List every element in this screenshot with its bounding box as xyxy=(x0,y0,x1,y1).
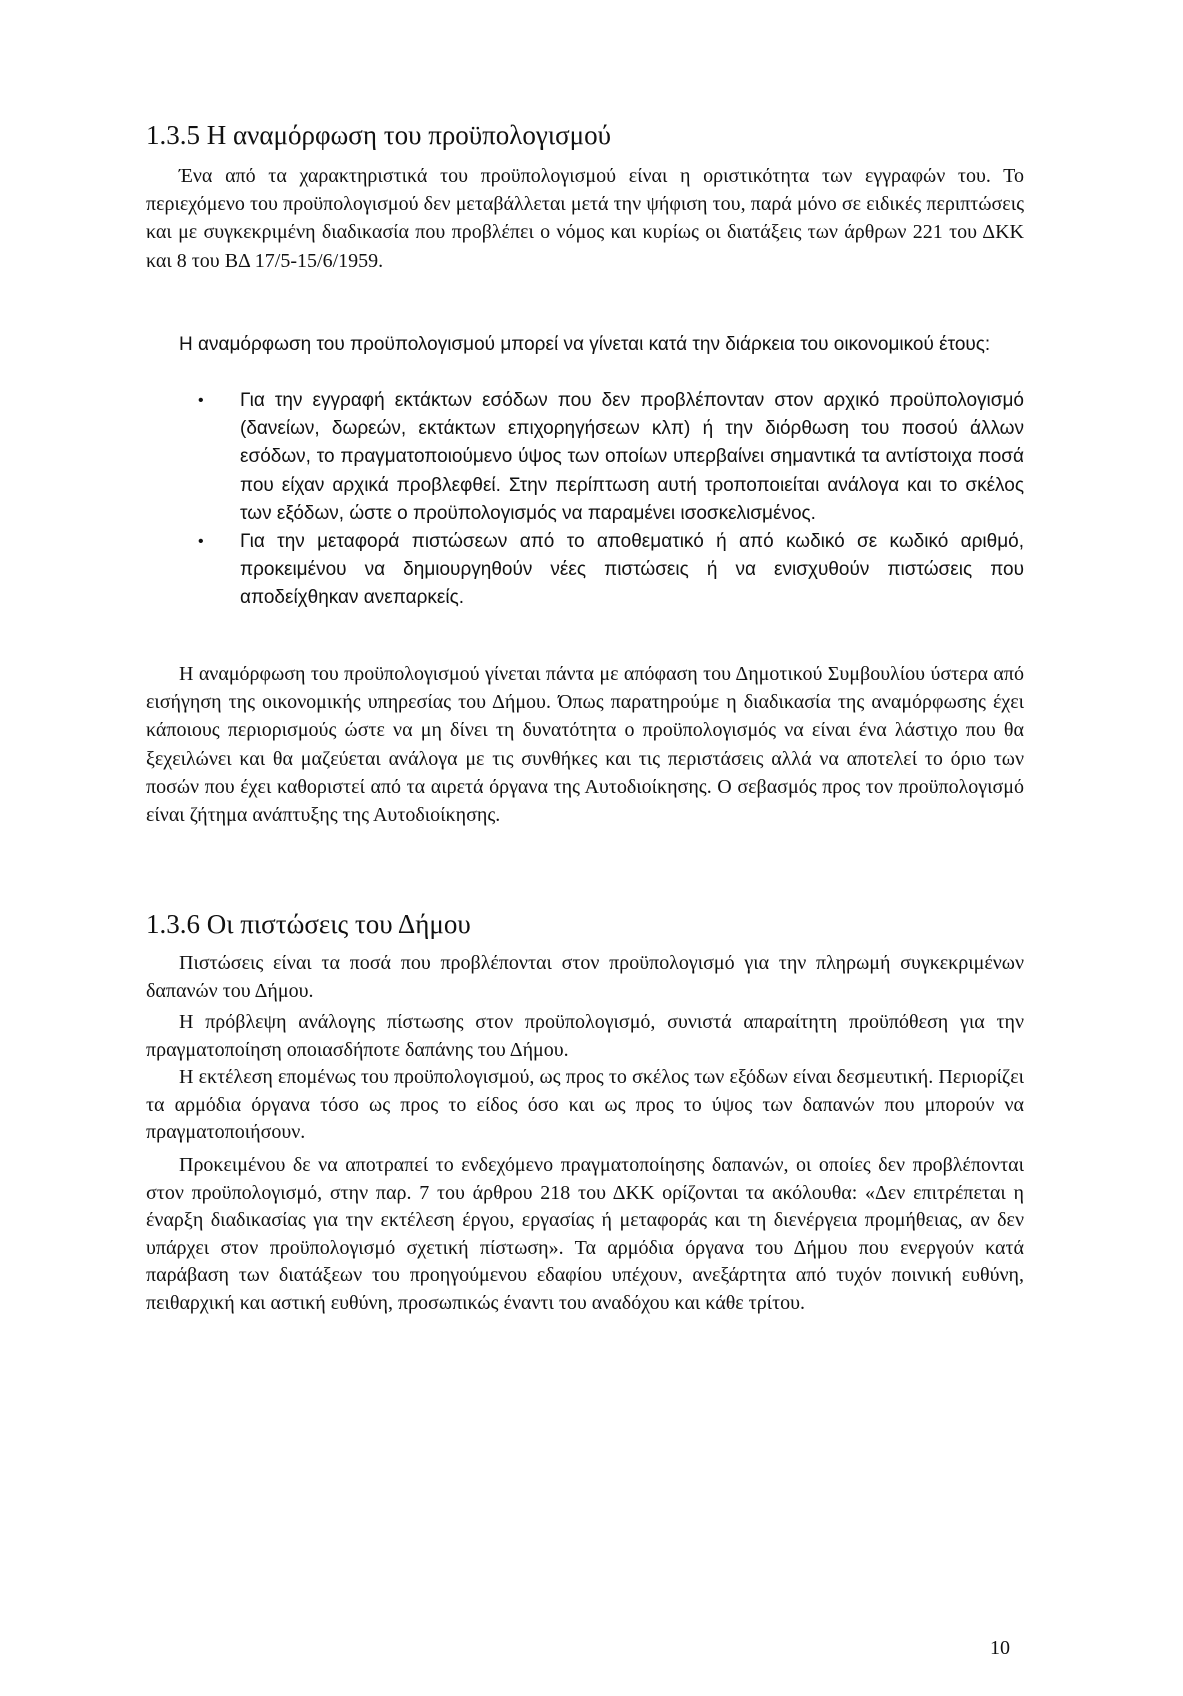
revision-cases-list xyxy=(146,387,1024,613)
bullet-icon: • xyxy=(198,533,204,551)
paragraph-binding-execution: Η εκτέλεση επομένως του προϋπολογισμού, ως προς το σκέλος των εξόδων είναι δεσμευτική. Περιορίζει τα αρμόδια όργανα τόσο ως προς το είδος όσο και ως προς το ύψος των δαπανών που μπορούν να πραγματοποιήσουν. xyxy=(146,1066,1024,1143)
list-item-text: Για την εγγραφή εκτάκτων εσόδων που δεν προβλέπονταν στον αρχικό προϋπολογισμό (δανείων, δωρεών, εκτάκτων επιχορηγήσεων κλπ) ή την διόρθωση του ποσού άλλων εσόδων, το πραγματοποιούμενο ύψος των οποίων υπερβαίνει σημαντικά τα αντίστοιχα ποσά που είχαν αρχικά προβλεφθεί. Στην περίπτωση αυτή τροποποιείται ανάλογα και το σκέλος των εξόδων, ώστε ο προϋπολογισμός να παραμένει ισοσκελισμένος. xyxy=(240,390,1024,524)
bullet-icon: • xyxy=(198,392,204,409)
paragraph-unbudgeted-expenses: Προκειμένου δε να αποτραπεί το ενδεχόμενο πραγματοποίησης δαπανών, οι οποίες δεν προβλέπονται στον προϋπολογισμό, στην παρ. 7 του άρθρου 218 του ΔΚΚ ορίζονται τα ακόλουθα: «Δεν επιτρέπεται η έναρξη διαδικασίας για την εκτέλεση έργου, εργασίας ή μεταφοράς και τη διενέργεια προμήθειας, αν δεν υπάρχει στον προϋπολογισμό σχετική πίστωση». Τα αρμόδια όργανα του Δήμου που ενεργούν κατά παράβαση των διατάξεων του προηγούμενου εδαφίου υπέχουν, ανεξάρτητα από τυχόν ποινική ευθύνη, πειθαρχική και αστική ευθύνη, προσωπικώς έναντι του αναδόχου και κάθε τρίτου. xyxy=(146,1154,1024,1314)
page-number: 10 xyxy=(990,1637,1010,1659)
paragraph-budget-finality: Ένα από τα χαρακτηριστικά του προϋπολογισμού είναι η οριστικότητα των εγγραφών του. Το περιεχόμενο του προϋπολογισμού δεν μεταβάλλεται μετά την ψήφιση του, παρά μόνο σε ειδικές περιπτώσεις και με συγκεκριμένη διαδικασία που προβλέπει ο νόμος και κυρίως οι διατάξεις των άρθρων 221 του ΔΚΚ και 8 του ΒΔ 17/5-15/6/1959. xyxy=(146,165,1024,272)
list-item xyxy=(146,528,1024,613)
list-item xyxy=(146,387,1024,528)
paragraph-credit-prerequisite: Η πρόβλεψη ανάλογης πίστωσης στον προϋπολογισμό, συνιστά απαραίτητη προϋπόθεση για την πραγματοποίηση οποιασδήποτε δαπάνης του Δήμου. xyxy=(146,1011,1024,1061)
section-heading-municipal-credits: 1.3.6 Οι πιστώσεις του Δήμου xyxy=(146,909,471,939)
paragraph-credits-definition: Πιστώσεις είναι τα ποσά που προβλέπονται στον προϋπολογισμό για την πληρωμή συγκεκριμένων δαπανών του Δήμου. xyxy=(146,952,1024,1002)
paragraph-council-decision: Η αναμόρφωση του προϋπολογισμού γίνεται πάντα με απόφαση του Δημοτικού Συμβουλίου ύστερα από εισήγηση της οικονομικής υπηρεσίας του Δήμου. Όπως παρατηρούμε η διαδικασία της αναμόρφωσης έχει κάποιους περιορισμούς ώστε να μη δίνει τη δυνατότητα ο προϋπολογισμός να είναι ένα λάστιχο που θα ξεχειλώνει και θα μαζεύεται ανάλογα με τις συνθήκες και τις περιστάσεις αλλά να αποτελεί το όριο των ποσών που έχει καθοριστεί από τα αιρετά όργανα της Αυτοδιοίκησης. Ο σεβασμός προς τον προϋπολογισμό είναι ζήτημα ανάπτυξης της Αυτοδιοίκησης. xyxy=(146,663,1024,827)
list-item-text: Για την μεταφορά πιστώσεων από το αποθεματικό ή από κωδικό σε κωδικό αριθμό, προκειμένου να δημιουργηθούν νέες πιστώσεις ή να ενισχυθούν πιστώσεις που αποδείχθηκαν ανεπαρκείς. xyxy=(240,531,1024,609)
section-heading-budget-revision: 1.3.5 Η αναμόρφωση του προϋπολογισμού xyxy=(146,120,611,150)
paragraph-revision-intro: Η αναμόρφωση του προϋπολογισμού μπορεί να γίνεται κατά την διάρκεια του οικονομικού έτους: xyxy=(179,334,991,355)
